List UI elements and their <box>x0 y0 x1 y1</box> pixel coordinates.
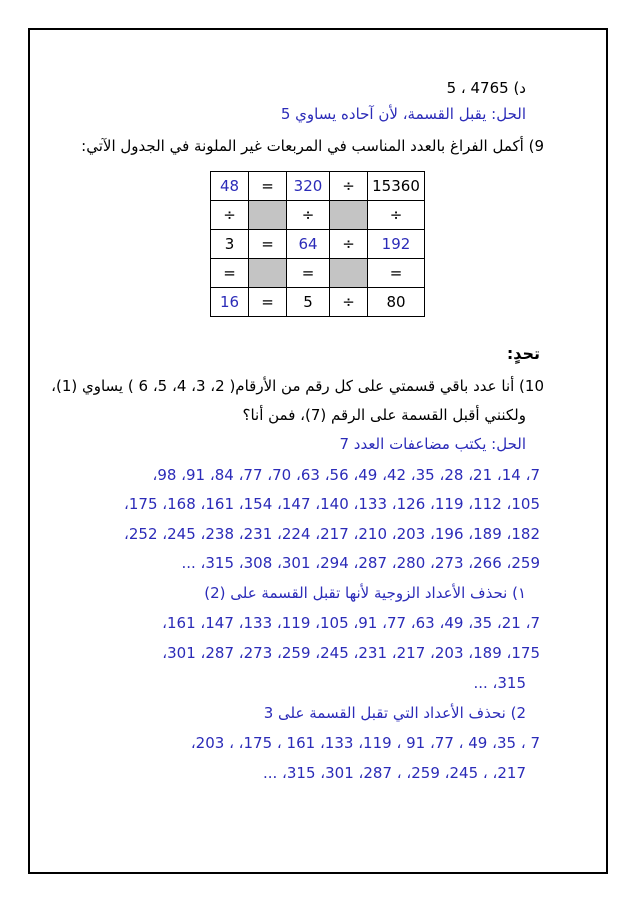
table-cell: = <box>211 259 249 288</box>
shaded-cell <box>330 259 368 288</box>
step-2: 2) نحذف الأعداد التي تقبل القسمة على 3 <box>263 704 526 722</box>
table-row <box>211 201 425 230</box>
multiples-line: 105، 112، 119، 126، 133، 140، 147، 154، 161، 168، 175، <box>124 495 540 513</box>
table-cell: 15360 <box>368 172 425 201</box>
table-cell: = <box>249 230 287 259</box>
item-d: د) 4765 ، 5 <box>446 79 526 97</box>
table-cell: = <box>368 259 425 288</box>
solution-line: الحل: يقبل القسمة، لأن آحاده يساوي 5 <box>280 105 526 123</box>
multiples-line: 182، 189، 196، 203، 210، 217، 224، 231، 238، 245، 252، <box>124 525 540 543</box>
table-cell: 48 <box>211 172 249 201</box>
solution-heading: الحل: يكتب مضاعفات العدد 7 <box>339 435 526 453</box>
table-cell: 320 <box>287 172 330 201</box>
multiples-line: 259، 266، 273، 280، 287، 294، 301، 308، 315، ... <box>181 554 540 572</box>
table-cell: ÷ <box>211 201 249 230</box>
table-cell: ÷ <box>287 201 330 230</box>
division-table <box>210 171 425 317</box>
shaded-cell <box>330 201 368 230</box>
table-cell: 5 <box>287 288 330 317</box>
multiples-line: 7، 14، 21، 28، 35، 42، 49، 56، 63، 70، 77، 84، 91، 98، <box>152 466 540 484</box>
table-cell: = <box>287 259 330 288</box>
table-cell: 192 <box>368 230 425 259</box>
question-10-cont: ولكنني أقبل القسمة على الرقم (7)، فمن أنا؟ <box>242 406 526 424</box>
step-1: ١) نحذف الأعداد الزوجية لأنها تقبل القسمة على (2) <box>204 584 526 602</box>
table-cell: ÷ <box>330 230 368 259</box>
question-9: 9) أكمل الفراغ بالعدد المناسب في المربعات غير الملونة في الجدول الآتي: <box>81 137 544 155</box>
question-10: 10) أنا عدد باقي قسمتي على كل رقم من الأرقام( 2، 3، 4، 5، 6 ) يساوي (1)، <box>51 377 544 395</box>
table-cell: 16 <box>211 288 249 317</box>
table-cell: 80 <box>368 288 425 317</box>
filtered-multiples-line: 217، ، 245، 259، ، 287، 301، 315، ... <box>262 764 526 782</box>
odd-multiples-line: 7، 21، 35، 49، 63، 77، 91، 105، 119، 133، 147، 161، <box>162 614 540 632</box>
table-cell: = <box>249 172 287 201</box>
filtered-multiples-line: 7 ، 35، 49 ، 77، 91 ، 119، 133، 161 ، 175، ، 203، <box>190 734 540 752</box>
table-row <box>211 230 425 259</box>
odd-multiples-line: 315، ... <box>473 674 526 692</box>
table-cell: 64 <box>287 230 330 259</box>
odd-multiples-line: 175، 189، 203، 217، 231، 245، 259، 273، 287، 301، <box>162 644 540 662</box>
table-cell: = <box>249 288 287 317</box>
table-row <box>211 259 425 288</box>
table-cell: ÷ <box>330 288 368 317</box>
table-cell: 3 <box>211 230 249 259</box>
table-row <box>211 172 425 201</box>
shaded-cell <box>249 259 287 288</box>
shaded-cell <box>249 201 287 230</box>
table-row <box>211 288 425 317</box>
table-cell: ÷ <box>330 172 368 201</box>
challenge-heading: تحدٍ: <box>506 344 540 363</box>
table-cell: ÷ <box>368 201 425 230</box>
